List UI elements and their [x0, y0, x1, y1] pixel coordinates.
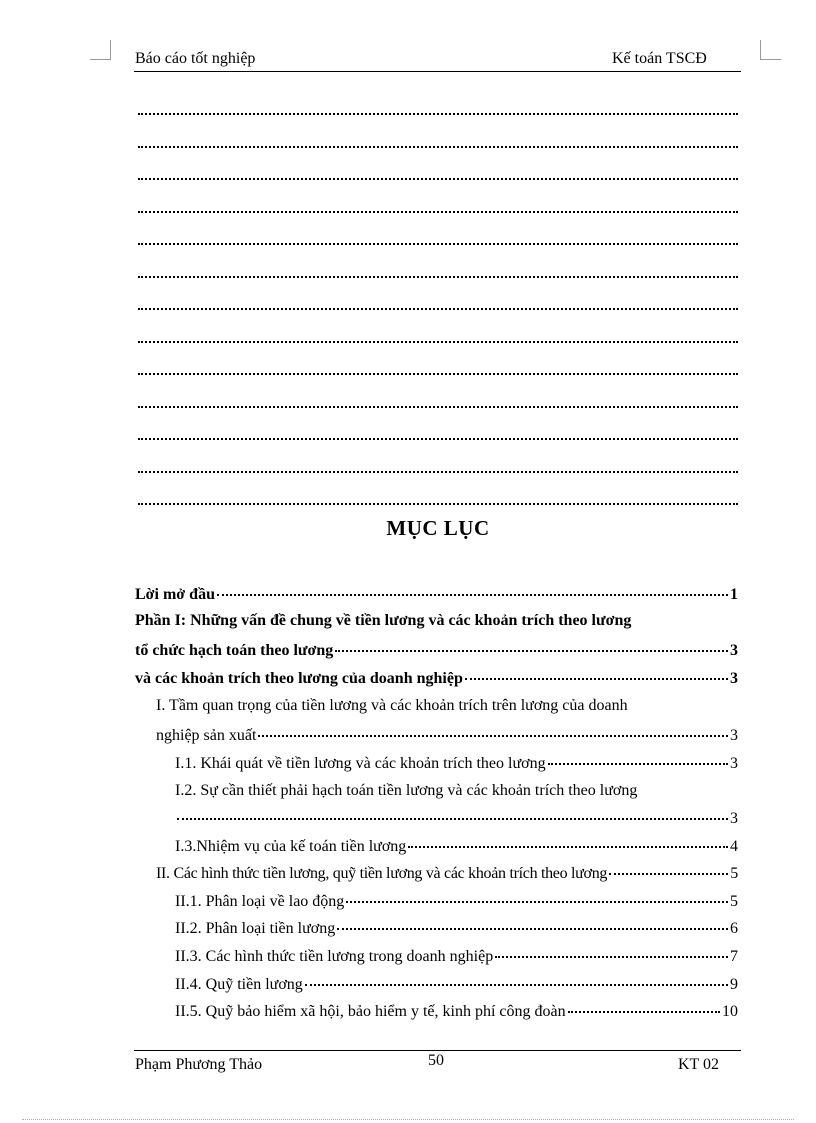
header-rule [134, 71, 741, 72]
toc-entry-line1 [135, 612, 738, 630]
toc-entry-label: và các khoản trích theo lương của doanh nghiệp [135, 670, 463, 687]
blank-dotted-line [138, 396, 738, 408]
toc-entry-label: II.5. Quỹ bảo hiểm xã hội, bảo hiểm y tế, kinh phí công đoàn [175, 1003, 566, 1020]
blank-dotted-line [138, 136, 738, 148]
toc-entry-label: II.1. Phân loại về lao động [175, 893, 345, 910]
toc-entry-page: 3 [730, 670, 738, 687]
blank-dotted-line [138, 363, 738, 375]
toc-entry [175, 948, 738, 970]
toc-entry-label: I.1. Khái quát về tiền lương và các khoản trích theo lương [175, 755, 546, 772]
toc-entry [135, 586, 738, 608]
toc-leader [305, 983, 728, 986]
crop-mark-top-right-h [761, 59, 781, 60]
toc-leader [495, 955, 728, 958]
crop-mark-top-left [110, 40, 111, 60]
footer-class: KT 02 [678, 1056, 720, 1073]
toc-leader [568, 1010, 720, 1013]
page-bottom-border [22, 1119, 794, 1121]
toc-entry-label: II.4. Quỹ tiền lương [175, 976, 303, 993]
blank-dotted-line [138, 298, 738, 310]
toc-entry-page: 6 [730, 920, 738, 937]
header-right: Kế toán TSCĐ [612, 50, 707, 67]
toc-entry [175, 1003, 738, 1025]
toc-entry-page: 3 [730, 642, 738, 659]
toc-leader [337, 927, 728, 930]
toc-leader [465, 677, 728, 680]
toc-title: MỤC LỤC [386, 516, 490, 540]
toc-entry [175, 838, 738, 860]
toc-entry [175, 893, 738, 915]
toc-entry-page: 1 [730, 586, 738, 603]
footer-page-number: 50 [428, 1052, 444, 1069]
blank-dotted-line [138, 103, 738, 115]
toc-leader [335, 649, 728, 652]
toc-entry-label: II.2. Phân loại tiền lương [175, 920, 336, 937]
toc-entry [135, 642, 738, 664]
toc-entry-label: nghiệp sản xuất [156, 727, 257, 744]
toc-entry [135, 670, 738, 692]
toc-entry-page: 7 [730, 948, 738, 965]
toc-entry-label-line1: I.2. Sự cần thiết phải hạch toán tiền lương và các khoản trích theo lương [175, 782, 638, 799]
toc-entry-page: 3 [730, 810, 738, 827]
blank-dotted-line [138, 493, 738, 505]
blank-dotted-line [138, 266, 738, 278]
crop-mark-top-right [760, 40, 761, 60]
toc-entry-line1 [175, 782, 738, 800]
toc-entry [175, 810, 738, 832]
toc-leader [408, 845, 728, 848]
toc-entry-label: II.3. Các hình thức tiền lương trong doanh nghiệp [175, 948, 494, 965]
toc-leader [217, 593, 728, 596]
toc-entry-page: 3 [730, 727, 738, 744]
toc-entry [175, 755, 738, 777]
toc-entry-page: 4 [730, 838, 738, 855]
blank-dotted-line [138, 461, 738, 473]
toc-entry-label: Lời mở đầu [135, 586, 215, 603]
toc-leader [346, 900, 728, 903]
toc-entry-label: I.3.Nhiệm vụ của kế toán tiền lương [175, 838, 407, 855]
toc-leader [609, 872, 728, 875]
toc-entry-label: II. Các hình thức tiền lương, quỹ tiền lương và các khoản trích theo lương [156, 865, 608, 882]
blank-dotted-line [138, 168, 738, 180]
toc-entry-page: 10 [722, 1003, 738, 1020]
toc-entry [175, 976, 738, 998]
toc-leader [548, 762, 728, 765]
footer-author: Phạm Phương Thảo [135, 1056, 263, 1073]
toc-leader [258, 734, 728, 737]
blank-dotted-line [138, 201, 738, 213]
footer-rule [134, 1050, 741, 1051]
toc-entry-label-line1: Phần I: Những vấn đề chung về tiền lương và các khoản trích theo lương [135, 612, 632, 629]
toc-entry-line1 [156, 697, 738, 715]
crop-mark-top-left-h [90, 59, 110, 60]
toc-leader [177, 817, 728, 820]
toc-entry [175, 920, 738, 942]
toc-entry-page: 5 [730, 893, 738, 910]
blank-dotted-line [138, 331, 738, 343]
toc-entry [156, 865, 738, 887]
toc-entry [156, 727, 738, 749]
toc-entry-page: 3 [730, 755, 738, 772]
header-left: Báo cáo tốt nghiệp [135, 50, 256, 67]
toc-entry-label-line1: I. Tầm quan trọng của tiền lương và các khoản trích trên lương của doanh [156, 697, 628, 714]
blank-dotted-line [138, 428, 738, 440]
toc-entry-label: tổ chức hạch toán theo lương [135, 642, 334, 659]
toc-entry-page: 9 [730, 976, 738, 993]
toc-entry-page: 5 [730, 865, 738, 882]
blank-dotted-line [138, 233, 738, 245]
